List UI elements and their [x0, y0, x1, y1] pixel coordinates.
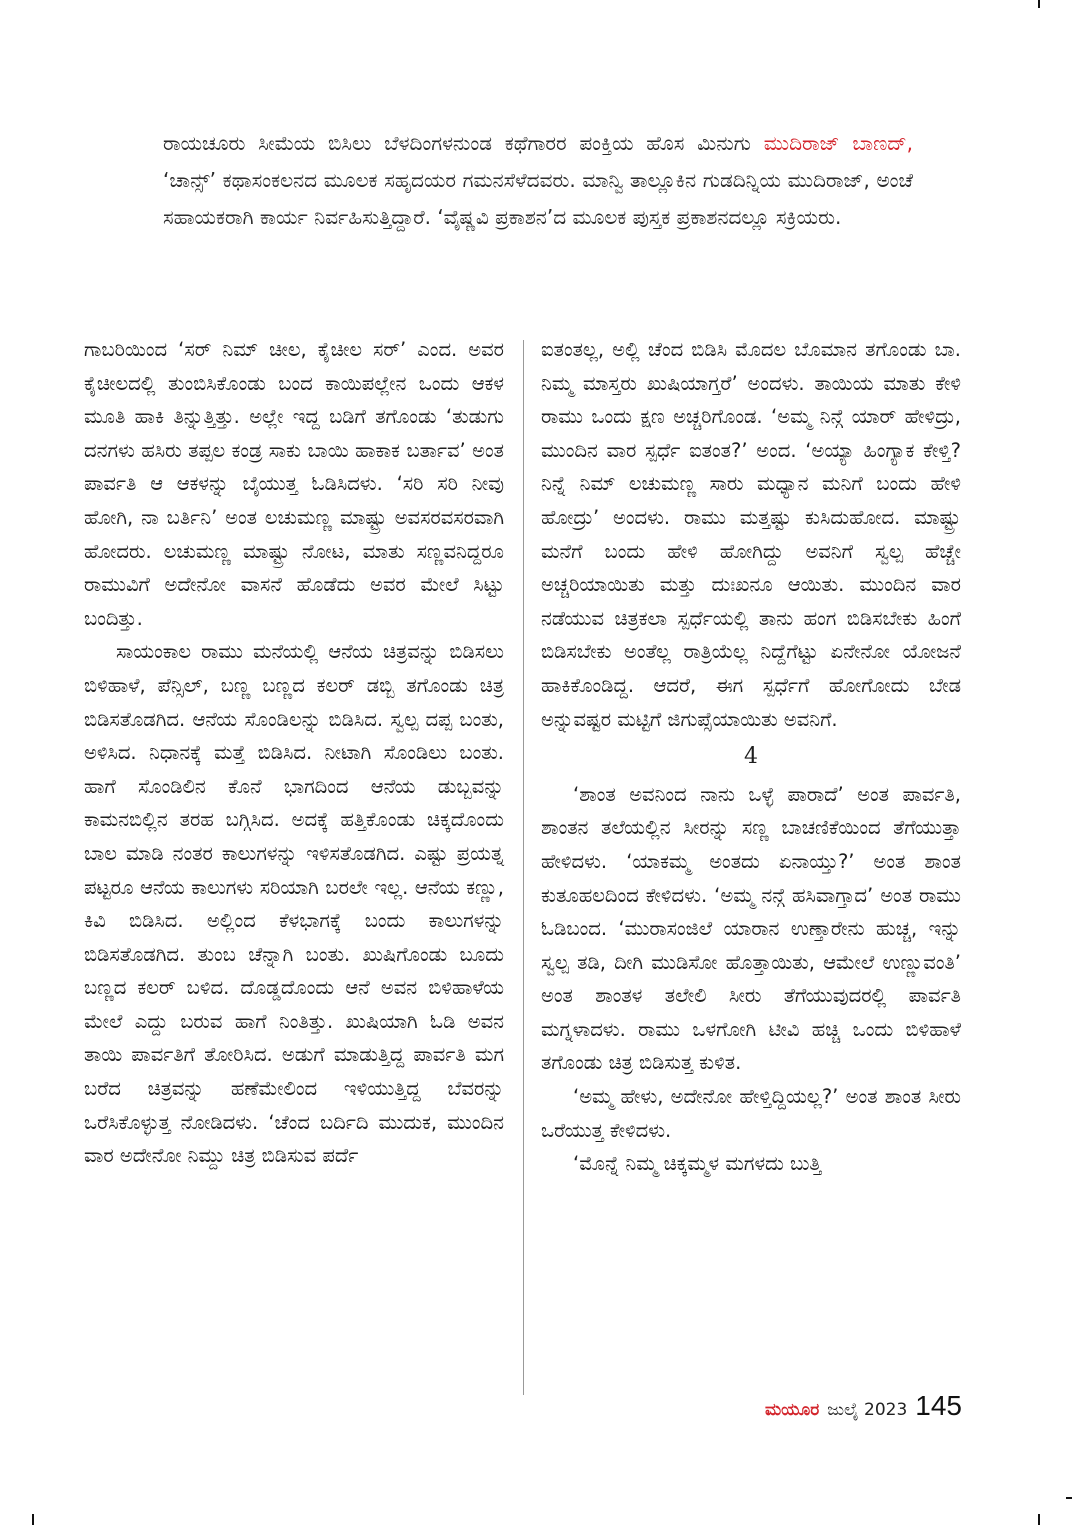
paragraph: ಐತಂತಲ್ಲ, ಅಲ್ಲಿ ಚೆಂದ ಬಿಡಿಸಿ ಮೊದಲ ಬೊಮಾನ ತಗೊಂಡು ಬಾ. ನಿಮ್ಮ ಮಾಸ್ತರು ಖುಷಿಯಾಗ್ತರೆ’ ಅಂದಳು. ತಾಯಿಯ ಮಾತು ಕೇಳಿ ರಾಮು ಒಂದು ಕ್ಷಣ ಅಚ್ಚರಿಗೊಂಡ. ‘ಅಮ್ಮ ನಿನ್ಗೆ ಯಾರ್ ಹೇಳಿದ್ರು, ಮುಂದಿನ ವಾರ ಸ್ಪರ್ಧೆ ಐತಂತ?’ ಅಂದ. ‘ಅಯ್ಯಾ ಹಿಂಗ್ಯಾಕ ಕೇಳ್ತಿ? ನಿನ್ನೆ ನಿಮ್ ಲಚುಮಣ್ಣ ಸಾರು ಮಧ್ಯಾನ ಮನಿಗೆ ಬಂದು ಹೇಳಿ ಹೋದ್ರು’ ಅಂದಳು. ರಾಮು ಮತ್ತಷ್ಟು ಕುಸಿದುಹೋದ. ಮಾಷ್ಟ್ರು ಮನೆಗೆ ಬಂದು ಹೇಳಿ ಹೋಗಿದ್ದು ಅವನಿಗೆ ಸ್ವಲ್ಪ ಹೆಚ್ಚೇ ಅಚ್ಚರಿಯಾಯಿತು ಮತ್ತು ದುಃಖನೂ ಆಯಿತು. ಮುಂದಿನ ವಾರ ನಡೆಯುವ ಚಿತ್ರಕಲಾ ಸ್ಪರ್ಧೆಯಲ್ಲಿ ತಾನು ಹಂಗ ಬಿಡಿಸಬೇಕು ಹಿಂಗೆ ಬಿಡಿಸಬೇಕು ಅಂತೆಲ್ಲ ರಾತ್ರಿಯೆಲ್ಲ ನಿದ್ದೆಗೆಟ್ಟು ಏನೇನೋ ಯೋಜನೆ ಹಾಕಿಕೊಂಡಿದ್ದ. ಆದರೆ, ಈಗ ಸ್ಪರ್ಧೆಗೆ ಹೋಗೋದು ಬೇಡ ಅನ್ನುವಷ್ಟರ ಮಟ್ಟಿಗೆ ಜಿಗುಪ್ಸೆಯಾಯಿತು ಅವನಿಗೆ. — [541, 338, 961, 731]
paragraph: ಸಾಯಂಕಾಲ ರಾಮು ಮನೆಯಲ್ಲಿ ಆನೆಯ ಚಿತ್ರವನ್ನು ಬಿಡಿಸಲು ಬಿಳಿಹಾಳೆ, ಪೆನ್ಸಿಲ್, ಬಣ್ಣ ಬಣ್ಣದ ಕಲರ್ ಡಬ್ಬಿ ತಗೊಂಡು ಚಿತ್ರ ಬಿಡಿಸತೊಡಗಿದ. ಆನೆಯ ಸೊಂಡಿಲನ್ನು ಬಿಡಿಸಿದ. ಸ್ವಲ್ಪ ದಪ್ಪ ಬಂತು, ಅಳಿಸಿದ. ನಿಧಾನಕ್ಕೆ ಮತ್ತೆ ಬಿಡಿಸಿದ. ನೀಟಾಗಿ ಸೊಂಡಿಲು ಬಂತು. ಹಾಗೆ ಸೊಂಡಿಲಿನ ಕೊನೆ ಭಾಗದಿಂದ ಆನೆಯ ಡುಬ್ಬವನ್ನು ಕಾಮನಬಿಲ್ಲಿನ ತರಹ ಬಗ್ಗಿಸಿದ. ಅದಕ್ಕೆ ಹತ್ತಿಕೊಂಡು ಚಿಕ್ಕದೊಂದು ಬಾಲ ಮಾಡಿ ನಂತರ ಕಾಲುಗಳನ್ನು ಇಳಿಸತೊಡಗಿದ. ಎಷ್ಟು ಪ್ರಯತ್ನ ಪಟ್ಟರೂ ಆನೆಯ ಕಾಲುಗಳು ಸರಿಯಾಗಿ ಬರಲೇ ಇಲ್ಲ. ಆನೆಯ ಕಣ್ಣು, ಕಿವಿ ಬಿಡಿಸಿದ. ಅಲ್ಲಿಂದ ಕೆಳಭಾಗಕ್ಕೆ ಬಂದು ಕಾಲುಗಳನ್ನು ಬಿಡಿಸತೊಡಗಿದ. ತುಂಬ ಚೆನ್ನಾಗಿ ಬಂತು. ಖುಷಿಗೊಂಡು ಬೂದು ಬಣ್ಣದ ಕಲರ್ ಬಳಿದ. ದೊಡ್ಡದೊಂದು ಆನೆ ಅವನ ಬಿಳಿಹಾಳೆಯ ಮೇಲೆ ಎದ್ದು ಬರುವ ಹಾಗೆ ನಿಂತಿತ್ತು. ಖುಷಿಯಾಗಿ ಓಡಿ ಅವನ ತಾಯಿ ಪಾರ್ವತಿಗೆ ತೋರಿಸಿದ. ಅಡುಗೆ ಮಾಡುತ್ತಿದ್ದ ಪಾರ್ವತಿ ಮಗ ಬರೆದ ಚಿತ್ರವನ್ನು ಹಣೆಮೇಲಿಂದ ಇಳಿಯುತ್ತಿದ್ದ ಬೆವರನ್ನು ಒರೆಸಿಕೊಳ್ಳುತ್ತ ನೋಡಿದಳು. ‘ಚೆಂದ ಬರ್ದಿದಿ ಮುದುಕ, ಮುಂದಿನ ವಾರ ಅದೇನೋ ನಿಮ್ದು ಚಿತ್ರ ಬಿಡಿಸುವ ಪರ್ದೆ — [84, 640, 504, 1168]
page-number: 145 — [915, 1390, 962, 1421]
paragraph: ‘ಶಾಂತ ಅವನಿಂದ ನಾನು ಒಳ್ಳೆ ಪಾರಾದೆ’ ಅಂತ ಪಾರ್ವತಿ, ಶಾಂತನ ತಲೆಯಲ್ಲಿನ ಸೀರನ್ನು ಸಣ್ಣ ಬಾಚಣಿಕೆಯಿಂದ ತೆಗೆಯುತ್ತಾ ಹೇಳಿದಳು. ‘ಯಾಕಮ್ಮ ಅಂತದು ಏನಾಯ್ತು?’ ಅಂತ ಶಾಂತ ಕುತೂಹಲದಿಂದ ಕೇಳಿದಳು. ‘ಅಮ್ಮ ನನ್ಗೆ ಹಸಿವಾಗ್ತಾದ’ ಅಂತ ರಾಮು ಓಡಿಬಂದ. ‘ಮುರಾಸಂಜಿಲೆ ಯಾರಾನ ಉಣ್ತಾರೇನು ಹುಚ್ಚ, ಇನ್ನು ಸ್ವಲ್ಪ ತಡಿ, ದೀಗಿ ಮುಡಿಸೋ ಹೊತ್ತಾಯಿತು, ಆಮೇಲೆ ಉಣ್ಣುವಂತಿ’ ಅಂತ ಶಾಂತಳ ತಲೇಲಿ ಸೀರು ತೆಗೆಯುವುದರಲ್ಲಿ ಪಾರ್ವತಿ ಮಗ್ನಳಾದಳು. ರಾಮು ಒಳಗೋಗಿ ಟೀವಿ ಹಚ್ಚಿ ಒಂದು ಬಿಳಿಹಾಳೆ ತಗೊಂಡು ಚಿತ್ರ ಬಿಡಿಸುತ್ತ ಕುಳಿತ. — [541, 782, 961, 1075]
column-divider — [523, 340, 524, 1395]
paragraph: ‘ಅಮ್ಮ ಹೇಳು, ಅದೇನೋ ಹೇಳ್ತಿದ್ದಿಯಲ್ಲ?’ ಅಂತ ಶಾಂತ ಸೀರು ಒರೆಯುತ್ತ ಕೇಳಿದಳು. — [541, 1085, 961, 1142]
intro-rest: ‘ಚಾನ್ಸ್’ ಕಥಾಸಂಕಲನದ ಮೂಲಕ ಸಹೃದಯರ ಗಮನಸೆಳೆದವರು. ಮಾನ್ವಿ ತಾಲ್ಲೂಕಿನ ಗುಡದಿನ್ನಿಯ ಮುದಿರಾಜ್, ಅಂಚೆ ಸಹಾಯಕರಾಗಿ ಕಾರ್ಯ ನಿರ್ವಹಿಸುತ್ತಿದ್ದಾರೆ. ‘ವೈಷ್ಣವಿ ಪ್ರಕಾಶನ’ದ ಮೂಲಕ ಪುಸ್ತಕ ಪ್ರಕಾಶನದಲ್ಲೂ ಸಕ್ರಿಯರು. — [163, 168, 913, 229]
author-name: ಮುದಿರಾಜ್ ಬಾಣದ್, — [763, 131, 914, 155]
paragraph: ಗಾಬರಿಯಿಂದ ‘ಸರ್ ನಿಮ್ ಚೀಲ, ಕೈಚೀಲ ಸರ್’ ಎಂದ. ಅವರ ಕೈಚೀಲದಲ್ಲಿ ತುಂಬಿಸಿಕೊಂಡು ಬಂದ ಕಾಯಿಪಲ್ಲೇನ ಒಂದು ಆಕಳ ಮೂತಿ ಹಾಕಿ ತಿನ್ನುತ್ತಿತ್ತು. ಅಲ್ಲೇ ಇದ್ದ ಬಡಿಗೆ ತಗೊಂಡು ‘ತುಡುಗು ದನಗಳು ಹಸಿರು ತಪ್ಪಲ ಕಂಡ್ರ ಸಾಕು ಬಾಯಿ ಹಾಕಾಕ ಬರ್ತಾವ’ ಅಂತ ಪಾರ್ವತಿ ಆ ಆಕಳನ್ನು ಬೈಯುತ್ತ ಓಡಿಸಿದಳು. ‘ಸರಿ ಸರಿ ನೀವು ಹೋಗಿ, ನಾ ಬರ್ತಿನಿ’ ಅಂತ ಲಚುಮಣ್ಣ ಮಾಷ್ಟ್ರು ಅವಸರವಸರವಾಗಿ ಹೋದರು. ಲಚುಮಣ್ಣ ಮಾಷ್ಟ್ರು ನೋಟ, ಮಾತು ಸಣ್ಣವನಿದ್ದರೂ ರಾಮುವಿಗೆ ಅದೇನೋ ವಾಸನೆ ಹೊಡೆದು ಅವರ ಮೇಲೆ ಸಿಟ್ಟು ಬಂದಿತ್ತು. — [84, 338, 504, 630]
crop-mark — [1038, 0, 1040, 8]
left-column — [84, 333, 504, 1173]
paragraph: ‘ಮೊನ್ನೆ ನಿಮ್ಮ ಚಿಕ್ಕಮ್ಮಳ ಮಗಳದು ಬುತ್ತಿ — [573, 1152, 822, 1176]
intro-lead: ರಾಯಚೂರು ಸೀಮೆಯ ಬಿಸಿಲು ಬೆಳದಿಂಗಳನುಂಡ ಕಥೆಗಾರರ ಪಂಕ್ತಿಯ ಹೊಸ ಮಿನುಗು — [163, 131, 751, 155]
author-intro — [163, 125, 913, 236]
issue-date: ಜುಲೈ 2023 — [827, 1400, 908, 1420]
right-column — [541, 333, 961, 1181]
crop-mark — [1066, 1497, 1072, 1499]
section-number: 4 — [744, 744, 758, 770]
page-footer — [765, 1390, 962, 1422]
crop-mark — [32, 1514, 34, 1525]
magazine-name: ಮಯೂರ — [765, 1400, 820, 1420]
crop-mark — [1038, 1514, 1040, 1525]
